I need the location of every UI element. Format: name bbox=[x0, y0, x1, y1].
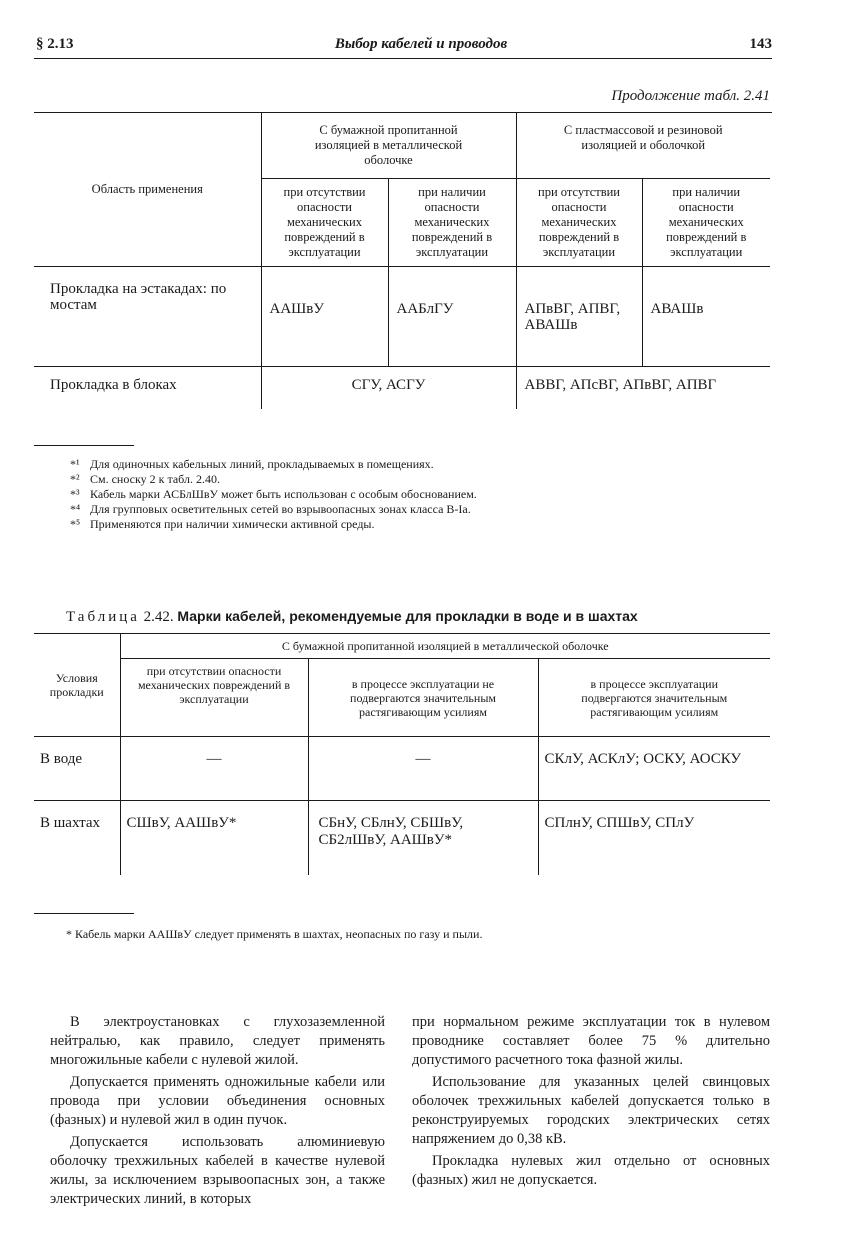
page-number: 143 bbox=[749, 36, 772, 52]
running-title: Выбор кабелей и проводов bbox=[334, 36, 508, 52]
table-continuation-label: Продолжение табл. 2.41 bbox=[611, 88, 770, 104]
paragraph: Допускается применять одножильные кабели или провода при условии объединения основных (фазных) и нулевой жил в один пучок. bbox=[50, 1074, 385, 1128]
footnote-list bbox=[70, 457, 477, 532]
cell: ААБлГУ bbox=[388, 267, 516, 367]
paragraph: при нормальном режиме эксплуатации ток в нулевом проводнике составляет более 75 % длительно допустимого расчетного тока фазной жилы. bbox=[412, 1014, 770, 1068]
cell: ААШвУ bbox=[261, 267, 388, 367]
footnote: *⁵ Применяются при наличии химически активной среды. bbox=[70, 517, 375, 531]
paragraph: Прокладка нулевых жил отдельно от основных (фазных) жил не допускается. bbox=[412, 1153, 770, 1188]
sub-header-3: в процессе эксплуатации подвергаются значительным растягивающим усилиям bbox=[538, 659, 770, 737]
group-header: С бумажной пропитанной изоляцией в металлической оболочке bbox=[120, 634, 770, 659]
table-caption bbox=[66, 608, 638, 626]
sub-header-1: при отсутствии опасности механических повреждений в эксплуатации bbox=[261, 179, 388, 267]
row-area: Прокладка на эстакадах: по мостам bbox=[34, 267, 261, 367]
sub-header-2: в процессе эксплуатации не подвергаются значительным растягивающим усилиям bbox=[308, 659, 538, 737]
footnote-rule bbox=[34, 913, 134, 914]
table-row bbox=[34, 737, 770, 801]
sub-header-3: при отсутствии опасности механических повреждений в эксплуатации bbox=[516, 179, 642, 267]
table-title: Марки кабелей, рекомендуемые для прокладки в воде и в шахтах bbox=[177, 608, 638, 624]
paragraph: В электроустановках с глухозаземленной нейтралью, как правило, следует применять многожильные кабели с нулевой жилой. bbox=[50, 1014, 385, 1068]
cell: АВВГ, АПсВГ, АПвВГ, АПВГ bbox=[524, 377, 717, 393]
cell: СГУ, АСГУ bbox=[261, 367, 516, 410]
paragraph: Допускается использовать алюминиевую оболочку трехжильных кабелей в качестве нулевой жилы, за исключением взрывоопасных зон, а также электрических линий, в которых bbox=[50, 1134, 385, 1207]
cell: СКлУ, АСКлУ; ОСКУ, АОСКУ bbox=[538, 737, 770, 801]
table-2-41 bbox=[34, 113, 770, 409]
area-header: Область применения bbox=[34, 113, 261, 267]
table-label: Таблица bbox=[66, 609, 140, 625]
row-area: Прокладка в блоках bbox=[34, 367, 261, 410]
header-rule bbox=[34, 58, 772, 59]
conditions-header: Условия прокладки bbox=[34, 634, 120, 737]
section-number: § 2.13 bbox=[36, 36, 74, 52]
sub-header-2: при наличии опасности механических повреждений в эксплуатации bbox=[388, 179, 516, 267]
paragraph: Использование для указанных целей свинцовых оболочек трехжильных кабелей допускается только в реконструируемых городских электрических сетях напряжением до 0,38 кВ. bbox=[412, 1074, 770, 1147]
group-paper-header: С бумажной пропитанной изоляцией в металлической оболочке bbox=[261, 113, 516, 179]
sub-header-4: при наличии опасности механических повреждений в эксплуатации bbox=[642, 179, 770, 267]
table-number: 2.42. bbox=[143, 609, 174, 625]
body-column-left bbox=[50, 1013, 385, 1209]
table-row bbox=[34, 267, 770, 367]
cell: СБнУ, СБлнУ, СБШвУ, СБ2лШвУ, ААШвУ* bbox=[308, 801, 538, 876]
footnote: *² См. сноску 2 к табл. 2.40. bbox=[70, 472, 220, 486]
cell: — bbox=[308, 737, 538, 801]
footnote-rule bbox=[34, 445, 134, 446]
cell: АПвВГ, АПВГ, АВАШв bbox=[516, 267, 642, 367]
footnote: * Кабель марки ААШвУ следует применять в шахтах, неопасных по газу и пыли. bbox=[66, 927, 483, 941]
table-row bbox=[34, 801, 770, 876]
cell: СПлнУ, СПШвУ, СПлУ bbox=[544, 815, 695, 831]
footnote: *⁴ Для групповых осветительных сетей во взрывоопасных зонах класса В-Iа. bbox=[70, 502, 471, 516]
cell: АВАШв bbox=[642, 267, 770, 367]
row-condition: В шахтах bbox=[34, 801, 120, 876]
cell: СШвУ, ААШвУ* bbox=[120, 801, 308, 876]
cell: — bbox=[120, 737, 308, 801]
footnote: *¹ Для одиночных кабельных линий, прокладываемых в помещениях. bbox=[70, 457, 434, 471]
group-plastic-header: С пластмассовой и резиновой изоляцией и оболочкой bbox=[516, 113, 770, 179]
table-2-42 bbox=[34, 633, 770, 875]
body-column-right bbox=[412, 1013, 770, 1190]
sub-header-1: при отсутствии опасности механических повреждений в эксплуатации bbox=[120, 659, 308, 737]
table-row bbox=[34, 367, 770, 410]
footnote: *³ Кабель марки АСБлШвУ может быть использован с особым обоснованием. bbox=[70, 487, 477, 501]
row-condition: В воде bbox=[34, 737, 120, 801]
